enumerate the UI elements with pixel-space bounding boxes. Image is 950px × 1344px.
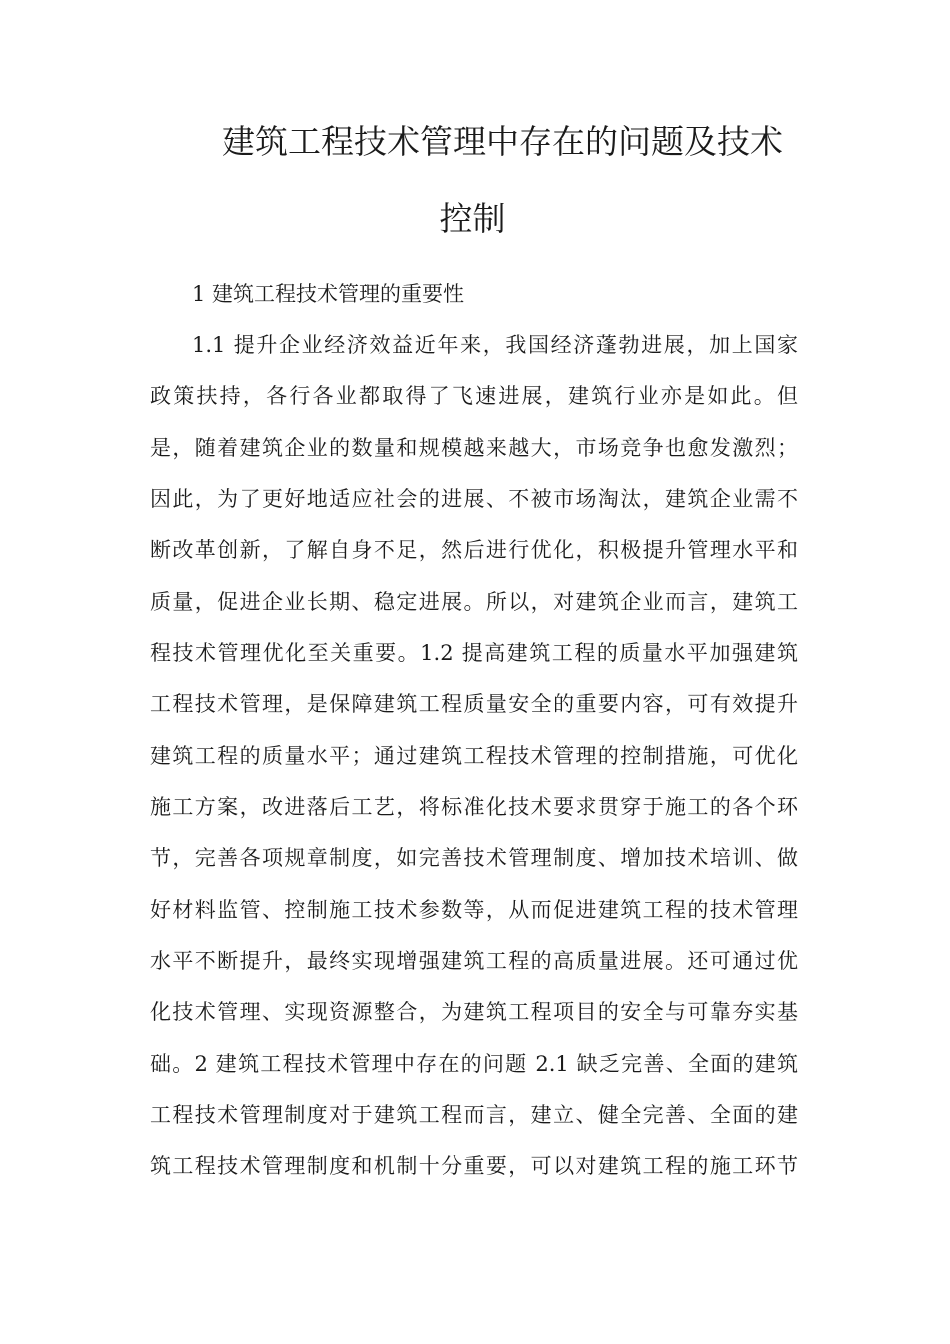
paragraph-line: 因此，为了更好地适应社会的进展、不被市场淘汰，建筑企业需不 — [150, 487, 798, 511]
paragraph-line: 断改革创新，了解自身不足，然后进行优化，积极提升管理水平和 — [150, 538, 798, 562]
paragraph-line: 施工方案，改进落后工艺，将标准化技术要求贯穿于施工的各个环 — [150, 795, 798, 819]
paragraph-line: 好材料监管、控制施工技术参数等，从而促进建筑工程的技术管理 — [150, 898, 798, 922]
paragraph-line: 政策扶持，各行各业都取得了飞速进展，建筑行业亦是如此。但 — [150, 384, 798, 408]
paragraph-line: 工程技术管理制度对于建筑工程而言，建立、健全完善、全面的建 — [150, 1103, 798, 1127]
section-heading: 1 建筑工程技术管理的重要性 — [192, 282, 465, 306]
document-title-line-1: 建筑工程技术管理中存在的问题及技术 — [222, 122, 783, 161]
paragraph-line: 程技术管理优化至关重要。1.2 提高建筑工程的质量水平加强建筑 — [150, 641, 798, 665]
paragraph-line: 础。2 建筑工程技术管理中存在的问题 2.1 缺乏完善、全面的建筑 — [150, 1052, 798, 1076]
paragraph-line: 化技术管理、实现资源整合，为建筑工程项目的安全与可靠夯实基 — [150, 1000, 798, 1024]
paragraph-line: 工程技术管理，是保障建筑工程质量安全的重要内容，可有效提升 — [150, 692, 798, 716]
paragraph-line: 质量，促进企业长期、稳定进展。所以，对建筑企业而言，建筑工 — [150, 590, 798, 614]
paragraph-line: 建筑工程的质量水平；通过建筑工程技术管理的控制措施，可优化 — [150, 744, 798, 768]
paragraph-line: 筑工程技术管理制度和机制十分重要，可以对建筑工程的施工环节 — [150, 1154, 798, 1178]
document-title-line-2: 控制 — [439, 199, 506, 238]
paragraph-line: 节，完善各项规章制度，如完善技术管理制度、增加技术培训、做 — [150, 846, 798, 870]
paragraph-line: 是，随着建筑企业的数量和规模越来越大，市场竞争也愈发激烈； — [150, 436, 798, 460]
paragraph-line: 1.1 提升企业经济效益近年来，我国经济蓬勃进展，加上国家 — [192, 333, 798, 357]
paragraph-line: 水平不断提升，最终实现增强建筑工程的高质量进展。还可通过优 — [150, 949, 798, 973]
